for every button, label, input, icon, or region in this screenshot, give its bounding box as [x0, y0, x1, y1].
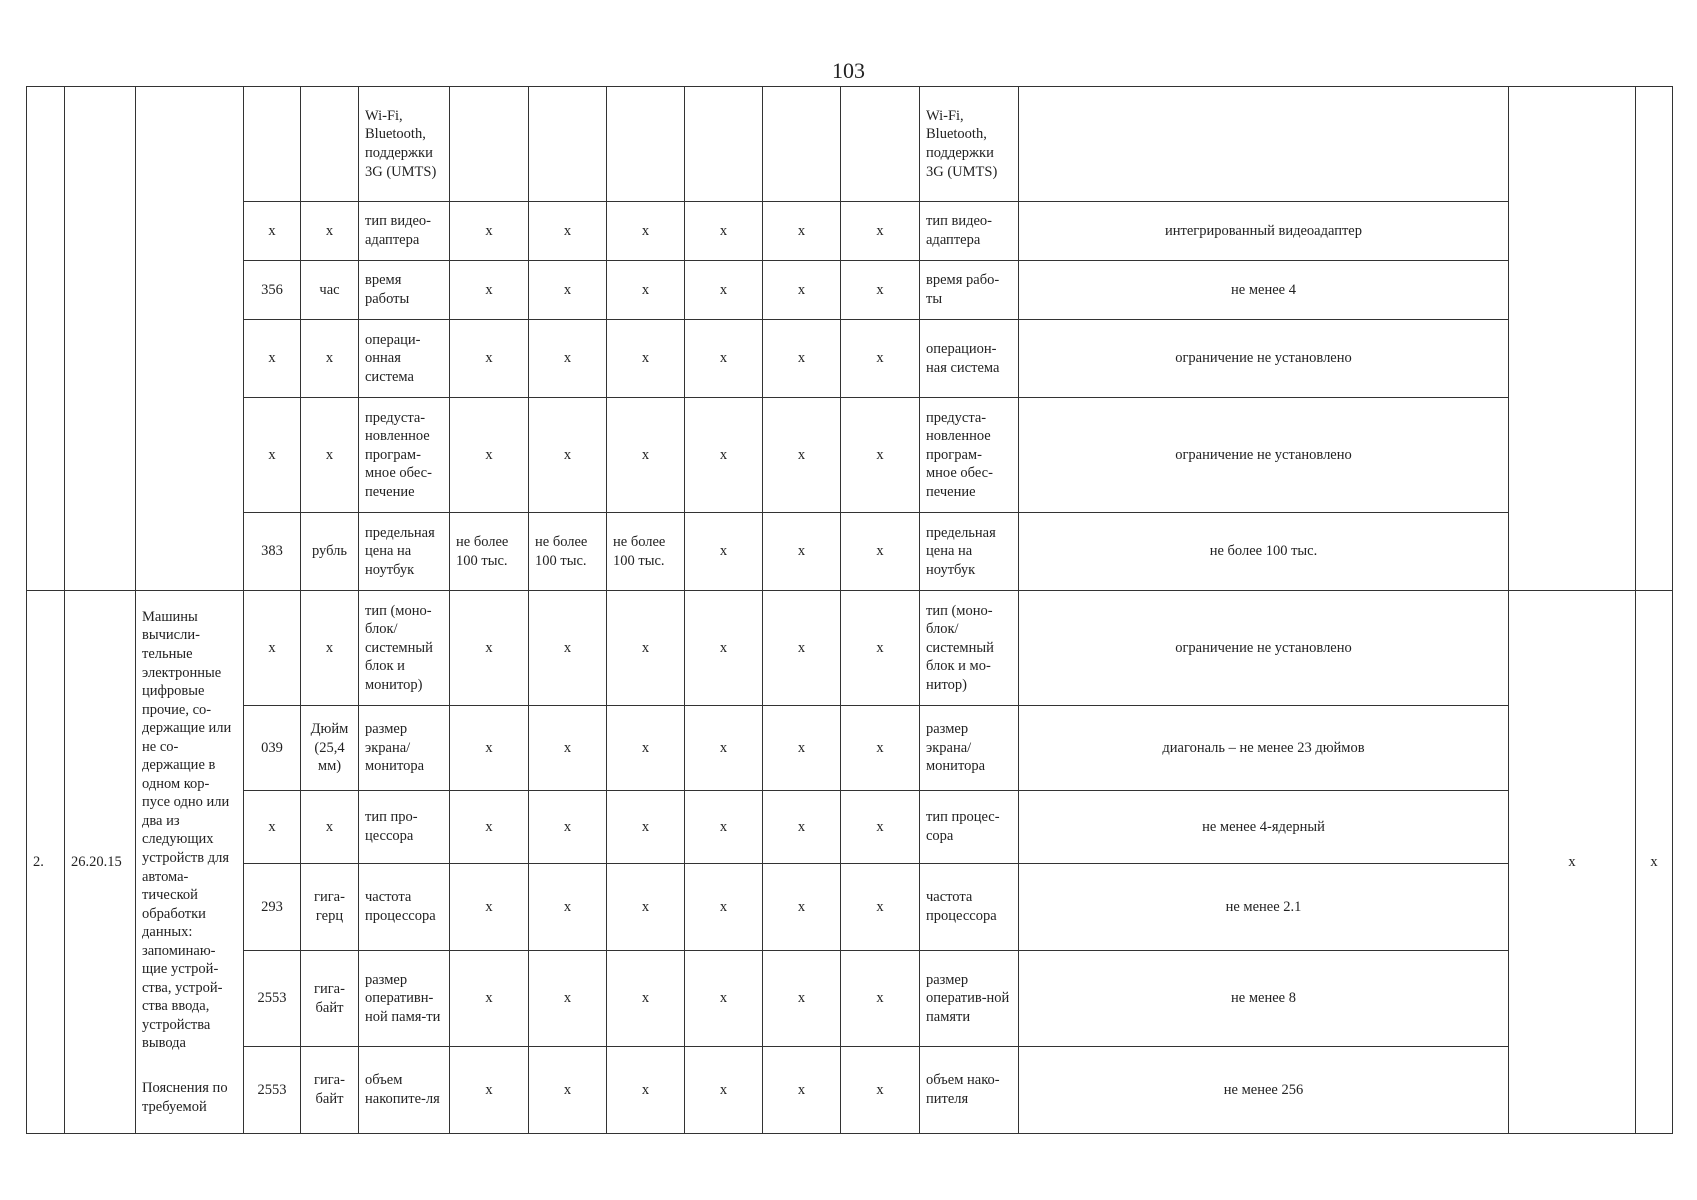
cell-characteristic: тип (моно-блок/ системный блок и монитор) — [359, 591, 450, 706]
cell-unit: гига-байт — [301, 951, 359, 1047]
cell-value-6: х — [841, 320, 920, 398]
cell-characteristic-2: частота процессора — [920, 864, 1019, 951]
cell-code: 293 — [244, 864, 301, 951]
cell-value-1: х — [450, 864, 529, 951]
description-note: Пояснения по требуемой — [142, 1080, 228, 1115]
cell-characteristic-2: размер оператив-ной памяти — [920, 951, 1019, 1047]
cell-unit: х — [301, 791, 359, 864]
cell-value-4: х — [685, 951, 763, 1047]
cell-value-2 — [529, 87, 607, 202]
cell-required-value: ограничение не установлено — [1019, 591, 1509, 706]
cell-unit: рубль — [301, 513, 359, 591]
cell-characteristic: частота процессора — [359, 864, 450, 951]
cell-code: х — [244, 791, 301, 864]
cell-required-value: не менее 4 — [1019, 261, 1509, 320]
cell-extra-2: х — [1636, 591, 1673, 1134]
cell-characteristic-2: Wi-Fi, Bluetooth, поддержки 3G (UMTS) — [920, 87, 1019, 202]
table-row — [27, 202, 1673, 261]
table-row — [27, 513, 1673, 591]
cell-value-3: х — [607, 261, 685, 320]
cell-value-6: х — [841, 261, 920, 320]
cell-value-6: х — [841, 398, 920, 513]
cell-value-6: х — [841, 591, 920, 706]
cell-value-1: х — [450, 320, 529, 398]
cell-value-3: х — [607, 202, 685, 261]
cell-extra-1: х — [1509, 591, 1636, 1134]
cell-value-2: х — [529, 951, 607, 1047]
page-number: 103 — [832, 58, 865, 83]
cell-unit — [301, 87, 359, 202]
cell-code: х — [244, 591, 301, 706]
cell-value-3: х — [607, 706, 685, 791]
cell-code: х — [244, 398, 301, 513]
cell-unit: х — [301, 398, 359, 513]
cell-value-1: х — [450, 706, 529, 791]
cell-characteristic-2: время рабо-ты — [920, 261, 1019, 320]
cell-number — [27, 87, 65, 591]
cell-value-4: х — [685, 202, 763, 261]
cell-characteristic: размер оперативн-ной памя-ти — [359, 951, 450, 1047]
cell-unit: гига-байт — [301, 1047, 359, 1134]
cell-characteristic-2: тип процес-сора — [920, 791, 1019, 864]
cell-value-1: не более 100 тыс. — [450, 513, 529, 591]
cell-value-2: х — [529, 202, 607, 261]
cell-value-4: х — [685, 320, 763, 398]
cell-value-6: х — [841, 513, 920, 591]
cell-value-3: х — [607, 591, 685, 706]
table-row — [27, 951, 1673, 1047]
table-row — [27, 591, 1673, 706]
cell-value-1 — [450, 87, 529, 202]
cell-value-5: х — [763, 951, 841, 1047]
requirements-table — [26, 86, 1673, 1134]
cell-value-1: х — [450, 591, 529, 706]
cell-characteristic-2: тип видео-адаптера — [920, 202, 1019, 261]
cell-extra-1 — [1509, 87, 1636, 591]
cell-characteristic-2: операцион-ная система — [920, 320, 1019, 398]
cell-value-4: х — [685, 706, 763, 791]
cell-code: х — [244, 320, 301, 398]
cell-code: 383 — [244, 513, 301, 591]
cell-value-6: х — [841, 1047, 920, 1134]
table-row — [27, 398, 1673, 513]
cell-value-2: х — [529, 591, 607, 706]
cell-value-4: х — [685, 261, 763, 320]
cell-value-4: х — [685, 864, 763, 951]
cell-value-5: х — [763, 1047, 841, 1134]
cell-characteristic-2: тип (моно-блок/ системный блок и мо-нитор) — [920, 591, 1019, 706]
cell-value-1: х — [450, 261, 529, 320]
cell-required-value: ограничение не установлено — [1019, 398, 1509, 513]
cell-required-value: не менее 256 — [1019, 1047, 1509, 1134]
cell-code: 356 — [244, 261, 301, 320]
table-row — [27, 706, 1673, 791]
cell-characteristic: тип про-цессора — [359, 791, 450, 864]
cell-unit: гига-герц — [301, 864, 359, 951]
cell-code: 2553 — [244, 951, 301, 1047]
cell-value-5: х — [763, 864, 841, 951]
cell-value-3: х — [607, 791, 685, 864]
cell-extra-2 — [1636, 87, 1673, 591]
cell-value-1: х — [450, 1047, 529, 1134]
cell-value-3: не более 100 тыс. — [607, 513, 685, 591]
cell-required-value: не более 100 тыс. — [1019, 513, 1509, 591]
cell-value-5: х — [763, 706, 841, 791]
table-row — [27, 261, 1673, 320]
cell-unit: х — [301, 320, 359, 398]
cell-value-5: х — [763, 513, 841, 591]
cell-code — [244, 87, 301, 202]
cell-unit: час — [301, 261, 359, 320]
cell-required-value: не менее 8 — [1019, 951, 1509, 1047]
cell-value-5: х — [763, 320, 841, 398]
cell-value-2: х — [529, 706, 607, 791]
cell-value-2: х — [529, 261, 607, 320]
cell-code: 039 — [244, 706, 301, 791]
cell-value-5: х — [763, 398, 841, 513]
cell-characteristic: предельная цена на ноутбук — [359, 513, 450, 591]
cell-value-2: х — [529, 791, 607, 864]
cell-value-3: х — [607, 1047, 685, 1134]
cell-value-6: х — [841, 951, 920, 1047]
cell-value-3 — [607, 87, 685, 202]
cell-characteristic: тип видео-адаптера — [359, 202, 450, 261]
cell-required-value: диагональ – не менее 23 дюймов — [1019, 706, 1509, 791]
cell-value-4: х — [685, 791, 763, 864]
cell-value-6: х — [841, 791, 920, 864]
cell-value-6 — [841, 87, 920, 202]
cell-value-4: х — [685, 398, 763, 513]
cell-required-value: не менее 4-ядерный — [1019, 791, 1509, 864]
cell-value-5: х — [763, 202, 841, 261]
cell-value-2: не более 100 тыс. — [529, 513, 607, 591]
cell-required-value — [1019, 87, 1509, 202]
cell-value-1: х — [450, 398, 529, 513]
table-row — [27, 864, 1673, 951]
cell-value-4 — [685, 87, 763, 202]
cell-description — [136, 87, 244, 591]
cell-required-value: не менее 2.1 — [1019, 864, 1509, 951]
cell-value-5: х — [763, 261, 841, 320]
cell-value-5 — [763, 87, 841, 202]
cell-value-2: х — [529, 864, 607, 951]
cell-value-4: х — [685, 591, 763, 706]
cell-characteristic-2: предельная цена на ноутбук — [920, 513, 1019, 591]
table-row — [27, 791, 1673, 864]
cell-characteristic: операци-онная система — [359, 320, 450, 398]
cell-characteristic-2: предуста-новленное програм-мное обес-печение — [920, 398, 1019, 513]
cell-value-2: х — [529, 1047, 607, 1134]
cell-value-2: х — [529, 320, 607, 398]
cell-required-value: интегрированный видеоадаптер — [1019, 202, 1509, 261]
table-row — [27, 1047, 1673, 1134]
cell-code: х — [244, 202, 301, 261]
cell-required-value: ограничение не установлено — [1019, 320, 1509, 398]
cell-characteristic: размер экрана/ монитора — [359, 706, 450, 791]
cell-characteristic: время работы — [359, 261, 450, 320]
cell-unit: Дюйм (25,4 мм) — [301, 706, 359, 791]
cell-value-1: х — [450, 951, 529, 1047]
cell-number: 2. — [27, 591, 65, 1134]
cell-description — [136, 591, 244, 1134]
cell-value-6: х — [841, 202, 920, 261]
cell-value-4: х — [685, 1047, 763, 1134]
cell-characteristic-2: объем нако-пителя — [920, 1047, 1019, 1134]
cell-characteristic: объем накопите-ля — [359, 1047, 450, 1134]
table-row — [27, 87, 1673, 202]
cell-value-5: х — [763, 791, 841, 864]
cell-value-3: х — [607, 864, 685, 951]
table-row — [27, 320, 1673, 398]
cell-value-5: х — [763, 591, 841, 706]
cell-value-2: х — [529, 398, 607, 513]
cell-value-6: х — [841, 706, 920, 791]
cell-characteristic-2: размер экрана/ монитора — [920, 706, 1019, 791]
cell-okpd — [65, 87, 136, 591]
cell-code: 2553 — [244, 1047, 301, 1134]
cell-okpd: 26.20.15 — [65, 591, 136, 1134]
cell-unit: х — [301, 202, 359, 261]
cell-value-1: х — [450, 202, 529, 261]
cell-value-3: х — [607, 951, 685, 1047]
description-text: Машины вычисли-тельные электронные цифровые прочие, со-держащие или не со-держащие в одном кор-пусе одно или два из следующих устройств для автома-тической обработки данных: запоминаю-щие устрой-ства, устрой-ства ввода, устройства вывода — [142, 608, 232, 1052]
cell-value-4: х — [685, 513, 763, 591]
cell-unit: х — [301, 591, 359, 706]
cell-characteristic: предуста-новленное програм-мное обес-печение — [359, 398, 450, 513]
cell-value-6: х — [841, 864, 920, 951]
cell-value-3: х — [607, 398, 685, 513]
cell-characteristic: Wi-Fi, Bluetooth, поддержки 3G (UMTS) — [359, 87, 450, 202]
cell-value-1: х — [450, 791, 529, 864]
cell-value-3: х — [607, 320, 685, 398]
